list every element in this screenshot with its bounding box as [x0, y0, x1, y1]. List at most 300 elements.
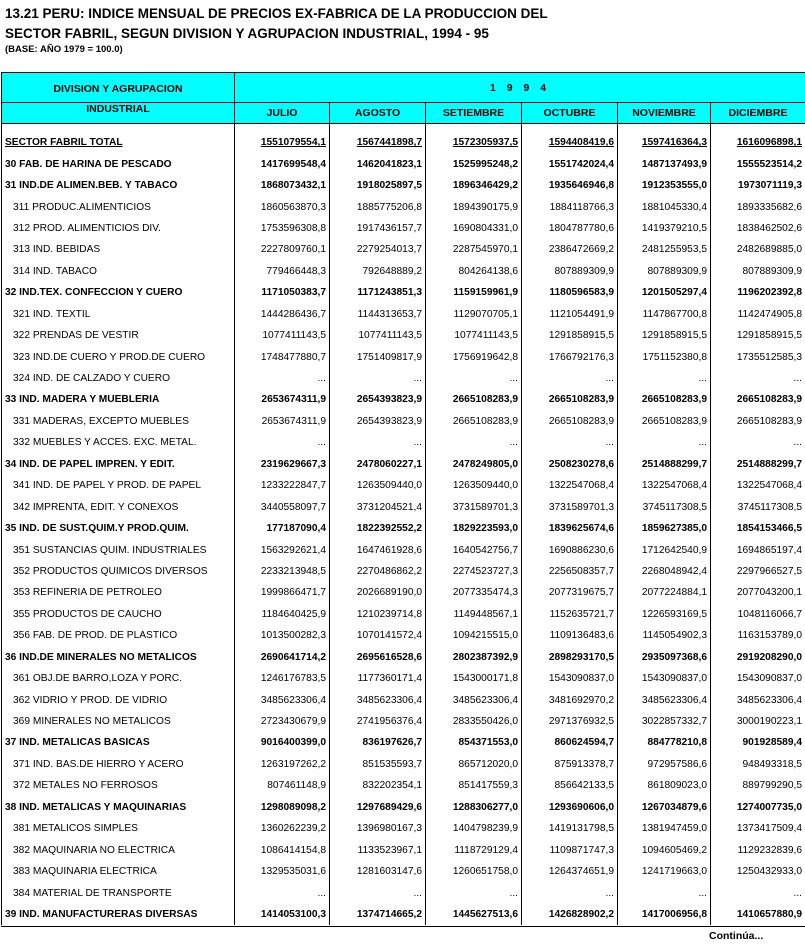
row-label: 332 MUEBLES Y ACCES. EXC. METAL. [2, 432, 235, 453]
value-cell: 1013500282,3 [235, 625, 330, 646]
table-header [2, 73, 805, 124]
row-label: 324 IND. DE CALZADO Y CUERO [2, 368, 235, 389]
value-cell: 1149448567,1 [426, 604, 522, 625]
value-cell: 2386472669,2 [522, 239, 618, 260]
value-cell: 854371553,0 [426, 732, 522, 753]
value-cell: 2268048942,4 [618, 561, 711, 582]
value-cell: 1077411143,5 [235, 325, 330, 346]
month-header-diciembre: DICIEMBRE [711, 103, 805, 124]
table-row [2, 797, 805, 818]
value-cell: 1838462502,6 [711, 218, 805, 239]
value-cell: 1322547068,4 [711, 475, 805, 496]
value-cell: 1694865197,4 [711, 539, 805, 560]
row-label: 39 IND. MANUFACTURERAS DIVERSAS [2, 904, 235, 925]
value-cell: 1373417509,4 [711, 818, 805, 839]
value-cell: 1419131798,5 [522, 818, 618, 839]
value-cell: 1291858915,5 [618, 325, 711, 346]
value-cell: 2665108283,9 [522, 411, 618, 432]
value-cell: 1917436157,7 [330, 218, 426, 239]
value-cell: 1417006956,8 [618, 904, 711, 925]
value-cell: 1077411143,5 [426, 325, 522, 346]
value-cell: ... [426, 882, 522, 903]
value-cell: 2935097368,6 [618, 647, 711, 668]
value-cell: 1551742024,4 [522, 153, 618, 174]
value-cell: 3485623306,4 [330, 689, 426, 710]
value-cell: 1086414154,8 [235, 839, 330, 860]
table-title [5, 4, 548, 44]
month-header-agosto: AGOSTO [330, 103, 426, 124]
value-cell: 1868073432,1 [235, 175, 330, 196]
value-cell: 1551079554,1 [235, 124, 330, 154]
value-cell: 1142474905,8 [711, 304, 805, 325]
table-row [2, 882, 805, 903]
table-row [2, 282, 805, 303]
row-label: 331 MADERAS, EXCEPTO MUEBLES [2, 411, 235, 432]
year-header: 1 9 9 4 [235, 73, 805, 103]
continua-note: Continúa... [709, 930, 764, 942]
row-label: 311 PRODUC.ALIMENTICIOS [2, 196, 235, 217]
value-cell: 2654393823,9 [330, 389, 426, 410]
value-cell: 889799290,5 [711, 775, 805, 796]
value-cell: 2279254013,7 [330, 239, 426, 260]
value-cell: 1543090837,0 [711, 668, 805, 689]
value-cell: 1210239714,8 [330, 604, 426, 625]
value-cell: 1419379210,5 [618, 218, 711, 239]
value-cell: 3000190223,1 [711, 711, 805, 732]
value-cell: 2898293170,5 [522, 647, 618, 668]
value-cell: ... [330, 882, 426, 903]
value-cell: 3731589701,3 [522, 496, 618, 517]
month-header-octubre: OCTUBRE [522, 103, 618, 124]
value-cell: 2653674311,9 [235, 389, 330, 410]
value-cell: 1360262239,2 [235, 818, 330, 839]
row-label: 37 IND. METALICAS BASICAS [2, 732, 235, 753]
value-cell: 1525995248,2 [426, 153, 522, 174]
value-cell: 1291858915,5 [522, 325, 618, 346]
value-cell: 2077043200,1 [711, 582, 805, 603]
table-row [2, 732, 805, 753]
value-cell: 2287545970,1 [426, 239, 522, 260]
value-cell: 2274523727,3 [426, 561, 522, 582]
value-cell: 1487137493,9 [618, 153, 711, 174]
value-cell: 2665108283,9 [618, 411, 711, 432]
table-row [2, 582, 805, 603]
value-cell: 3022857332,7 [618, 711, 711, 732]
table-row [2, 689, 805, 710]
value-cell: 1381947459,0 [618, 818, 711, 839]
value-cell: ... [426, 368, 522, 389]
value-cell: 1293690606,0 [522, 797, 618, 818]
table-row [2, 175, 805, 196]
table-row [2, 818, 805, 839]
value-cell: 1690804331,0 [426, 218, 522, 239]
value-cell: 1804787780,6 [522, 218, 618, 239]
table-row [2, 625, 805, 646]
row-label: 312 PROD. ALIMENTICIOS DIV. [2, 218, 235, 239]
table-row [2, 539, 805, 560]
table-row [2, 475, 805, 496]
value-cell: 1445627513,6 [426, 904, 522, 925]
table-row [2, 124, 805, 154]
row-label: 371 IND. BAS.DE HIERRO Y ACERO [2, 754, 235, 775]
row-label: 383 MAQUINARIA ELECTRICA [2, 861, 235, 882]
value-cell: 2077224884,1 [618, 582, 711, 603]
table-row [2, 304, 805, 325]
value-cell: 1263509440,0 [330, 475, 426, 496]
value-cell: ... [235, 432, 330, 453]
table-row [2, 496, 805, 517]
value-cell: 1109136483,6 [522, 625, 618, 646]
value-cell: 1884118766,3 [522, 196, 618, 217]
value-cell: 2833550426,0 [426, 711, 522, 732]
value-cell: 1322547068,4 [522, 475, 618, 496]
value-cell: 3731589701,3 [426, 496, 522, 517]
value-cell: ... [522, 368, 618, 389]
table-row [2, 411, 805, 432]
value-cell: 2233213948,5 [235, 561, 330, 582]
value-cell: 2971376932,5 [522, 711, 618, 732]
value-cell: 1462041823,1 [330, 153, 426, 174]
value-cell: 2695616528,6 [330, 647, 426, 668]
row-label: 356 FAB. DE PROD. DE PLASTICO [2, 625, 235, 646]
value-cell: 1999866471,7 [235, 582, 330, 603]
row-label: 355 PRODUCTOS DE CAUCHO [2, 604, 235, 625]
value-cell: 861809023,0 [618, 775, 711, 796]
price-index-table [1, 72, 805, 925]
value-cell: 1894390175,9 [426, 196, 522, 217]
value-cell: 1264374651,9 [522, 861, 618, 882]
value-cell: 807889309,9 [618, 261, 711, 282]
value-cell: 3485623306,4 [711, 689, 805, 710]
row-label: 361 OBJ.DE BARRO,LOZA Y PORC. [2, 668, 235, 689]
value-cell: 1751409817,9 [330, 346, 426, 367]
table-row [2, 904, 805, 925]
row-label: 372 METALES NO FERROSOS [2, 775, 235, 796]
table-row [2, 218, 805, 239]
month-header-setiembre: SETIEMBRE [426, 103, 522, 124]
row-label: 31 IND.DE ALIMEN.BEB. Y TABACO [2, 175, 235, 196]
row-label: SECTOR FABRIL TOTAL [2, 124, 235, 154]
value-cell: ... [618, 432, 711, 453]
value-cell: 1597416364,3 [618, 124, 711, 154]
value-cell: 1543090837,0 [522, 668, 618, 689]
value-cell: 1246176783,5 [235, 668, 330, 689]
value-cell: 1563292621,4 [235, 539, 330, 560]
value-cell: 2481255953,5 [618, 239, 711, 260]
value-cell: 875913378,7 [522, 754, 618, 775]
value-cell: 1260651758,0 [426, 861, 522, 882]
value-cell: 3481692970,2 [522, 689, 618, 710]
value-cell: 779466448,3 [235, 261, 330, 282]
value-cell: 1404798239,9 [426, 818, 522, 839]
month-header-julio: JULIO [235, 103, 330, 124]
value-cell: 832202354,1 [330, 775, 426, 796]
row-label: 323 IND.DE CUERO Y PROD.DE CUERO [2, 346, 235, 367]
value-cell: 1233222847,7 [235, 475, 330, 496]
value-cell: 1893335682,6 [711, 196, 805, 217]
table-row [2, 711, 805, 732]
value-cell: 1322547068,4 [618, 475, 711, 496]
table-row [2, 561, 805, 582]
value-cell: ... [330, 368, 426, 389]
value-cell: 2482689885,0 [711, 239, 805, 260]
value-cell: 177187090,4 [235, 518, 330, 539]
value-cell: ... [330, 432, 426, 453]
table-row [2, 518, 805, 539]
table-row [2, 775, 805, 796]
table-bottom-rule [1, 926, 805, 927]
value-cell: 3731204521,4 [330, 496, 426, 517]
table-row [2, 239, 805, 260]
value-cell: 1267034879,6 [618, 797, 711, 818]
table-row [2, 454, 805, 475]
value-cell: ... [235, 882, 330, 903]
row-label: 30 FAB. DE HARINA DE PESCADO [2, 153, 235, 174]
table-row [2, 604, 805, 625]
value-cell: 901928589,4 [711, 732, 805, 753]
value-cell: 1751152380,8 [618, 346, 711, 367]
value-cell: 836197626,7 [330, 732, 426, 753]
row-label: 38 IND. METALICAS Y MAQUINARIAS [2, 797, 235, 818]
row-label: 36 IND.DE MINERALES NO METALICOS [2, 647, 235, 668]
value-cell: 3745117308,5 [711, 496, 805, 517]
table-row [2, 368, 805, 389]
value-cell: 1426828902,2 [522, 904, 618, 925]
value-cell: 1973071119,3 [711, 175, 805, 196]
value-cell: 2665108283,9 [618, 389, 711, 410]
row-label: 33 IND. MADERA Y MUEBLERIA [2, 389, 235, 410]
value-cell: 2802387392,9 [426, 647, 522, 668]
value-cell: 1298089098,2 [235, 797, 330, 818]
value-cell: 2654393823,9 [330, 411, 426, 432]
table-row [2, 389, 805, 410]
value-cell: 2665108283,9 [426, 411, 522, 432]
value-cell: 2478249805,0 [426, 454, 522, 475]
value-cell: ... [618, 368, 711, 389]
value-cell: 1297689429,6 [330, 797, 426, 818]
value-cell: 1640542756,7 [426, 539, 522, 560]
row-label: 313 IND. BEBIDAS [2, 239, 235, 260]
value-cell: 1647461928,6 [330, 539, 426, 560]
value-cell: 2297966527,5 [711, 561, 805, 582]
value-cell: ... [711, 368, 805, 389]
value-cell: 1147867700,8 [618, 304, 711, 325]
value-cell: 1414053100,3 [235, 904, 330, 925]
value-cell: 3745117308,5 [618, 496, 711, 517]
value-cell: 1555523514,2 [711, 153, 805, 174]
row-label: 384 MATERIAL DE TRANSPORTE [2, 882, 235, 903]
row-label: 381 METALICOS SIMPLES [2, 818, 235, 839]
table-row [2, 647, 805, 668]
value-cell: 1572305937,5 [426, 124, 522, 154]
value-cell: 1201505297,4 [618, 282, 711, 303]
row-label: 34 IND. DE PAPEL IMPREN. Y EDIT. [2, 454, 235, 475]
value-cell: 1133523967,1 [330, 839, 426, 860]
value-cell: 1129232839,6 [711, 839, 805, 860]
value-cell: 792648889,2 [330, 261, 426, 282]
value-cell: 3485623306,4 [426, 689, 522, 710]
value-cell: 1250432933,0 [711, 861, 805, 882]
value-cell: 1410657880,9 [711, 904, 805, 925]
value-cell: 1171050383,7 [235, 282, 330, 303]
value-cell: 2026689190,0 [330, 582, 426, 603]
row-label: 342 IMPRENTA, EDIT. Y CONEXOS [2, 496, 235, 517]
division-header-line1: DIVISION Y AGRUPACION [2, 73, 235, 103]
value-cell: 2319629667,3 [235, 454, 330, 475]
table-row [2, 261, 805, 282]
division-header-line2: INDUSTRIAL [2, 103, 235, 124]
value-cell: 1756919642,8 [426, 346, 522, 367]
table-body [2, 124, 805, 926]
value-cell: 1839625674,6 [522, 518, 618, 539]
value-cell: 9016400399,0 [235, 732, 330, 753]
value-cell: 1374714665,2 [330, 904, 426, 925]
row-label: 351 SUSTANCIAS QUIM. INDUSTRIALES [2, 539, 235, 560]
table-row [2, 668, 805, 689]
value-cell: 948493318,5 [711, 754, 805, 775]
value-cell: 2665108283,9 [711, 389, 805, 410]
value-cell: 1912353555,0 [618, 175, 711, 196]
value-cell: 1196202392,8 [711, 282, 805, 303]
value-cell: 1129070705,1 [426, 304, 522, 325]
value-cell: 2077319675,7 [522, 582, 618, 603]
value-cell: 851417559,3 [426, 775, 522, 796]
value-cell: ... [711, 432, 805, 453]
value-cell: 1748477880,7 [235, 346, 330, 367]
value-cell: 1274007735,0 [711, 797, 805, 818]
value-cell: 1184640425,9 [235, 604, 330, 625]
value-cell: 860624594,7 [522, 732, 618, 753]
value-cell: 1159159961,9 [426, 282, 522, 303]
value-cell: 1567441898,7 [330, 124, 426, 154]
value-cell: 1896346429,2 [426, 175, 522, 196]
value-cell: 1829223593,0 [426, 518, 522, 539]
value-cell: 1226593169,5 [618, 604, 711, 625]
value-cell: 2270486862,2 [330, 561, 426, 582]
value-cell: 972957586,6 [618, 754, 711, 775]
table-row [2, 153, 805, 174]
value-cell: 1121054491,9 [522, 304, 618, 325]
value-cell: 807461148,9 [235, 775, 330, 796]
value-cell: 1594408419,6 [522, 124, 618, 154]
value-cell: ... [711, 882, 805, 903]
value-cell: 1690886230,6 [522, 539, 618, 560]
value-cell: 807889309,9 [522, 261, 618, 282]
value-cell: 1735512585,3 [711, 346, 805, 367]
base-note: (BASE: AÑO 1979 = 100.0) [5, 44, 123, 55]
table-row [2, 325, 805, 346]
value-cell: 1281603147,6 [330, 861, 426, 882]
value-cell: 2653674311,9 [235, 411, 330, 432]
value-cell: 2665108283,9 [522, 389, 618, 410]
value-cell: 3440558097,7 [235, 496, 330, 517]
value-cell: 1263509440,0 [426, 475, 522, 496]
value-cell: 1048116066,7 [711, 604, 805, 625]
row-label: 369 MINERALES NO METALICOS [2, 711, 235, 732]
value-cell: 1860563870,3 [235, 196, 330, 217]
row-label: 35 IND. DE SUST.QUIM.Y PROD.QUIM. [2, 518, 235, 539]
value-cell: 1180596583,9 [522, 282, 618, 303]
row-label: 353 REFINERIA DE PETROLEO [2, 582, 235, 603]
table-row [2, 346, 805, 367]
value-cell: 1329535031,6 [235, 861, 330, 882]
value-cell: 1616096898,1 [711, 124, 805, 154]
title-line-2: SECTOR FABRIL, SEGUN DIVISION Y AGRUPACION INDUSTRIAL, 1994 - 95 [5, 26, 489, 41]
value-cell: 1171243851,3 [330, 282, 426, 303]
value-cell: 1766792176,3 [522, 346, 618, 367]
value-cell: 1241719663,0 [618, 861, 711, 882]
value-cell: 807889309,9 [711, 261, 805, 282]
value-cell: 1145054902,3 [618, 625, 711, 646]
value-cell: ... [522, 432, 618, 453]
value-cell: 1712642540,9 [618, 539, 711, 560]
value-cell: 2514888299,7 [711, 454, 805, 475]
value-cell: 1543000171,8 [426, 668, 522, 689]
value-cell: 1144313653,7 [330, 304, 426, 325]
row-label: 352 PRODUCTOS QUIMICOS DIVERSOS [2, 561, 235, 582]
value-cell: 1094215515,0 [426, 625, 522, 646]
value-cell: 2723430679,9 [235, 711, 330, 732]
value-cell: 1881045330,4 [618, 196, 711, 217]
value-cell: 2919208290,0 [711, 647, 805, 668]
row-label: 321 IND. TEXTIL [2, 304, 235, 325]
month-header-noviembre: NOVIEMBRE [618, 103, 711, 124]
value-cell: 2665108283,9 [711, 411, 805, 432]
value-cell: 884778210,8 [618, 732, 711, 753]
row-label: 322 PRENDAS DE VESTIR [2, 325, 235, 346]
table-row [2, 432, 805, 453]
table-row [2, 861, 805, 882]
value-cell: 856642133,5 [522, 775, 618, 796]
table-row [2, 839, 805, 860]
value-cell: 2514888299,7 [618, 454, 711, 475]
value-cell: 804264138,6 [426, 261, 522, 282]
value-cell: 1152635721,7 [522, 604, 618, 625]
value-cell: 1070141572,4 [330, 625, 426, 646]
value-cell: 1543090837,0 [618, 668, 711, 689]
value-cell: 1263197262,2 [235, 754, 330, 775]
value-cell: 1288306277,0 [426, 797, 522, 818]
row-label: 32 IND.TEX. CONFECCION Y CUERO [2, 282, 235, 303]
value-cell: ... [235, 368, 330, 389]
value-cell: 1109871747,3 [522, 839, 618, 860]
table-row [2, 754, 805, 775]
value-cell: 2478060227,1 [330, 454, 426, 475]
value-cell: 1859627385,0 [618, 518, 711, 539]
row-label: 362 VIDRIO Y PROD. DE VIDRIO [2, 689, 235, 710]
value-cell: 2665108283,9 [426, 389, 522, 410]
value-cell: 1822392552,2 [330, 518, 426, 539]
table-row [2, 196, 805, 217]
value-cell: 2741956376,4 [330, 711, 426, 732]
value-cell: 2690641714,2 [235, 647, 330, 668]
value-cell: 1291858915,5 [711, 325, 805, 346]
title-line-1: 13.21 PERU: INDICE MENSUAL DE PRECIOS EX-FABRICA DE LA PRODUCCION DEL [5, 6, 548, 21]
value-cell: 1444286436,7 [235, 304, 330, 325]
row-label: 341 IND. DE PAPEL Y PROD. DE PAPEL [2, 475, 235, 496]
value-cell: 2508230278,6 [522, 454, 618, 475]
row-label: 382 MAQUINARIA NO ELECTRICA [2, 839, 235, 860]
value-cell: 1753596308,8 [235, 218, 330, 239]
value-cell: ... [426, 432, 522, 453]
value-cell: 1118729129,4 [426, 839, 522, 860]
value-cell: ... [522, 882, 618, 903]
value-cell: 2227809760,1 [235, 239, 330, 260]
value-cell: 1854153466,5 [711, 518, 805, 539]
value-cell: 1094605469,2 [618, 839, 711, 860]
value-cell: 2256508357,7 [522, 561, 618, 582]
value-cell: 1918025897,5 [330, 175, 426, 196]
